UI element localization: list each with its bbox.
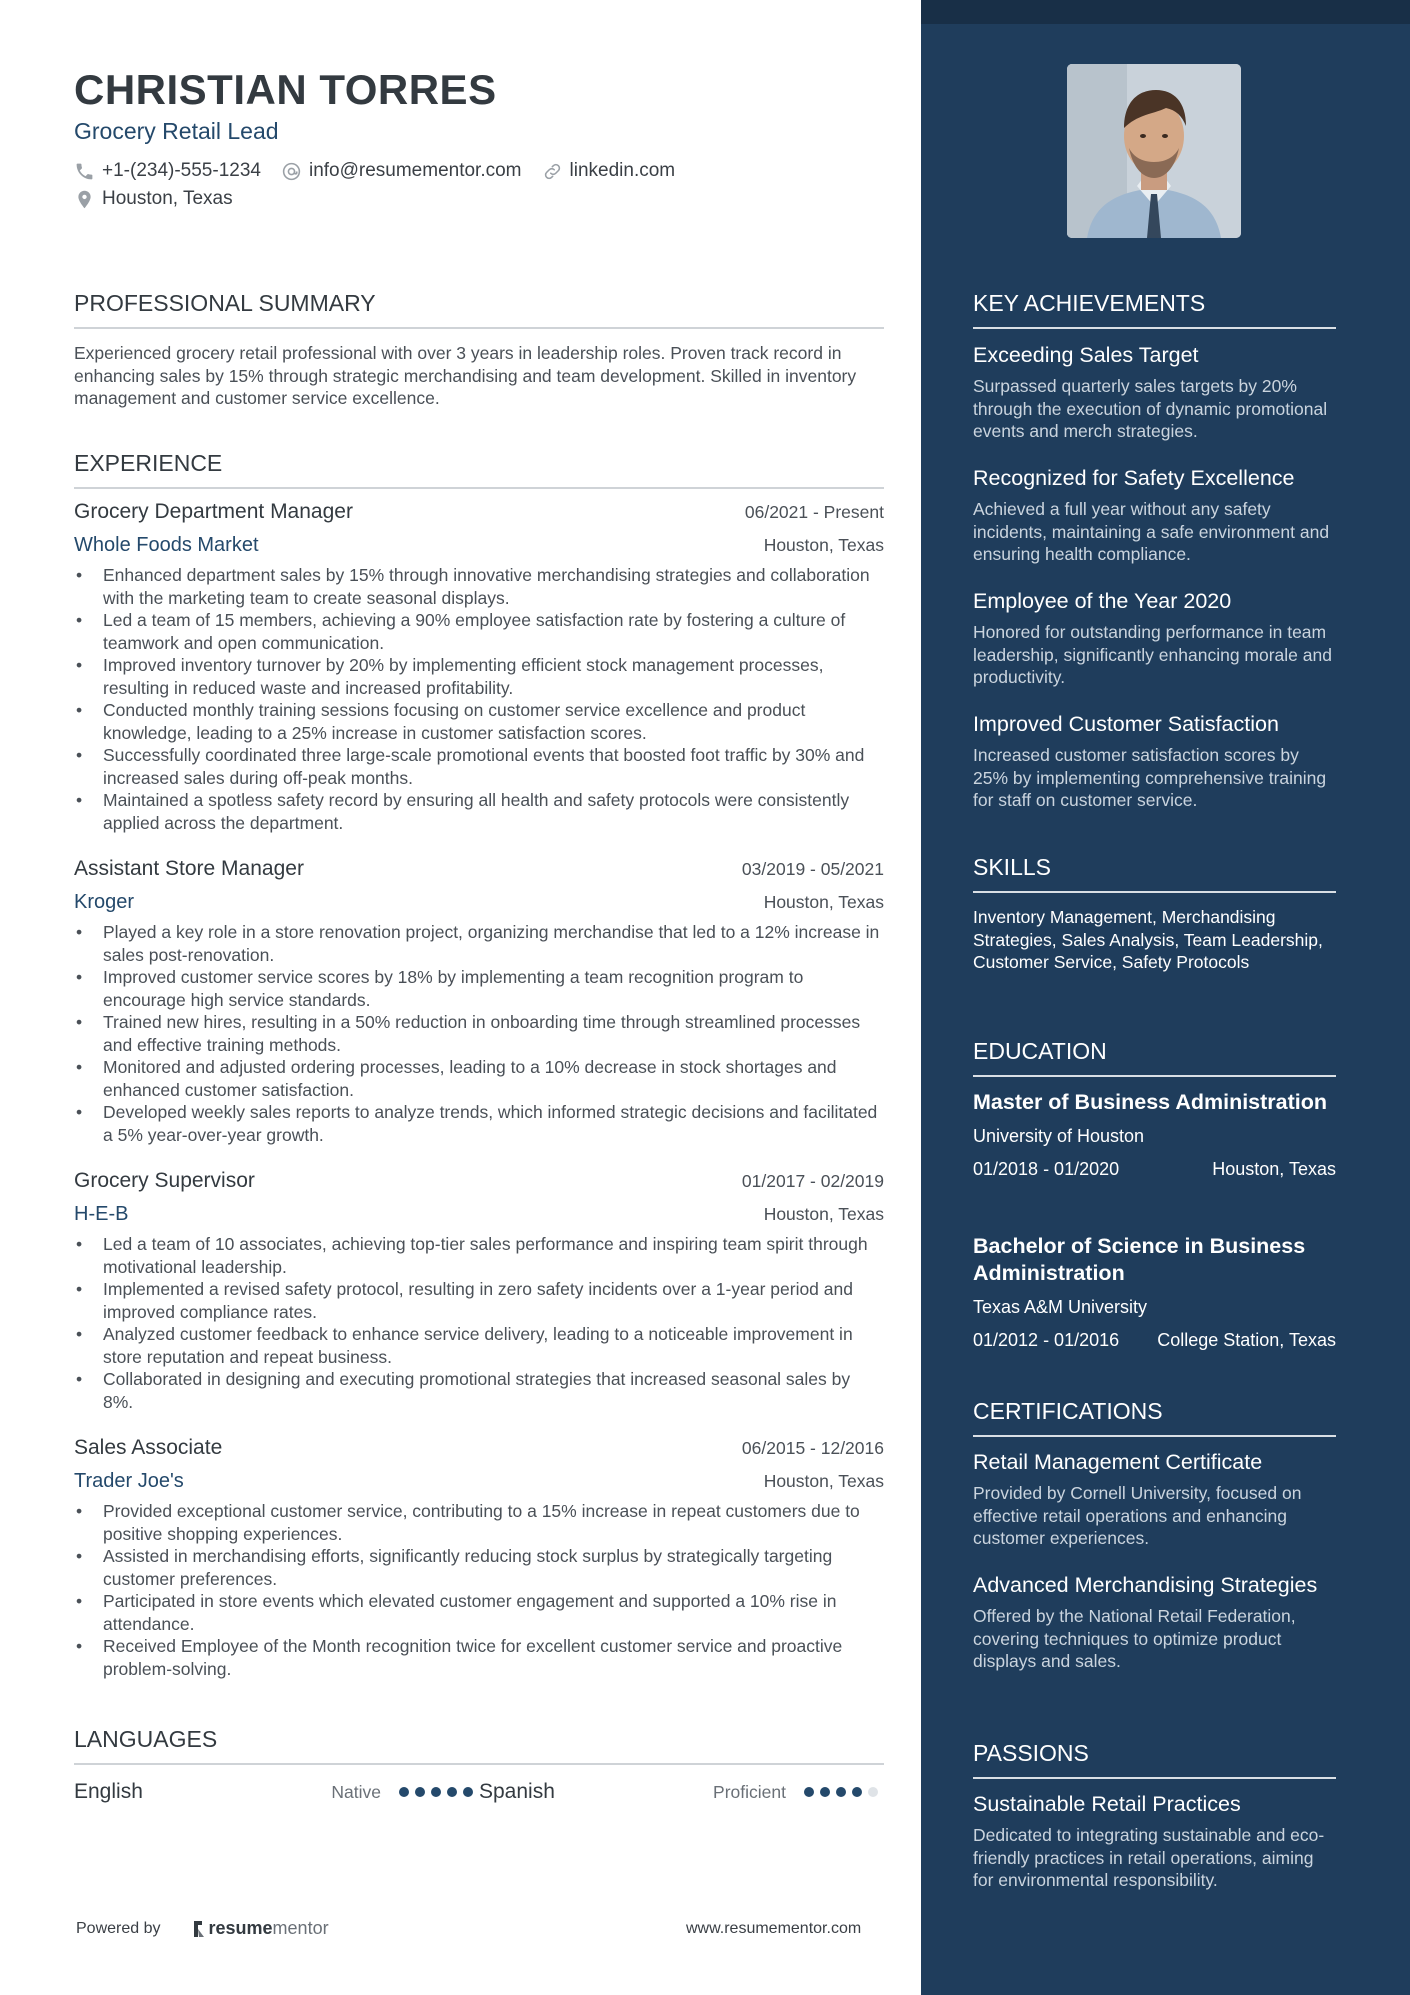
certification-item xyxy=(973,1449,1336,1550)
language-level: Native xyxy=(331,1781,381,1802)
logo-mark-icon xyxy=(191,1920,205,1938)
job-bullet: • Collaborated in designing and executing promotional strategies that increased seasonal sales by 8%. xyxy=(74,1368,884,1413)
education-location: Houston, Texas xyxy=(1212,1159,1336,1179)
language-rating xyxy=(399,1787,479,1797)
passions-heading: PASSIONS xyxy=(973,1740,1336,1779)
job-bullet: • Improved inventory turnover by 20% by implementing efficient stock management processes, resulting in reduced waste and increased profitability. xyxy=(74,654,884,699)
logo-text-bold: resume xyxy=(208,1918,273,1938)
languages-heading: LANGUAGES xyxy=(74,1726,884,1765)
contact-email xyxy=(281,160,522,182)
footer-powered xyxy=(76,1918,329,1939)
language-level: Proficient xyxy=(713,1781,786,1802)
rating-dot-filled xyxy=(804,1787,814,1797)
achievement-title: Improved Customer Satisfaction xyxy=(973,712,1279,736)
profile-photo xyxy=(1067,64,1241,238)
certification-desc: Provided by Cornell University, focused on effective retail operations and enhancing customer experiences. xyxy=(973,1483,1302,1548)
footer-website-link[interactable]: www.resumementor.com xyxy=(686,1920,862,1937)
contact-row xyxy=(74,160,695,182)
resumementor-logo[interactable] xyxy=(191,1918,329,1939)
rating-dot-filled xyxy=(447,1787,457,1797)
job-entry xyxy=(74,857,884,1146)
job-entry xyxy=(74,1169,884,1413)
main-column xyxy=(74,0,884,1995)
job-bullet: • Successfully coordinated three large-scale promotional events that boosted foot traffic by 30% and increased sales during off-peak months. xyxy=(74,744,884,789)
company-name: H-E-B xyxy=(74,1203,129,1225)
education-degree: Master of Business Administration xyxy=(973,1090,1328,1114)
job-title: Grocery Supervisor xyxy=(74,1169,255,1192)
job-bullet: • Implemented a revised safety protocol, resulting in zero safety incidents over a 1-year period and improved compliance rates. xyxy=(74,1278,884,1323)
education-item xyxy=(973,1089,1336,1180)
education-item xyxy=(973,1233,1336,1351)
job-bullet: • Provided exceptional customer service, contributing to a 15% increase in repeat customers due to positive shopping experiences. xyxy=(74,1500,884,1545)
achievement-item xyxy=(973,711,1336,812)
job-bullet: • Monitored and adjusted ordering processes, leading to a 10% decrease in stock shortages and enhanced customer satisfaction. xyxy=(74,1056,884,1101)
link-icon xyxy=(542,161,563,182)
achievement-title: Recognized for Safety Excellence xyxy=(973,466,1295,490)
job-bullets xyxy=(74,921,884,1146)
education-heading: EDUCATION xyxy=(973,1038,1336,1077)
job-location: Houston, Texas xyxy=(763,535,884,555)
achievement-desc: Surpassed quarterly sales targets by 20% through the execution of dynamic promotional events and merch strategies. xyxy=(973,376,1328,441)
achievement-title: Employee of the Year 2020 xyxy=(973,589,1232,613)
summary-text: Experienced grocery retail professional with over 3 years in leadership roles. Proven track record in enhancing sales by 15% through strategic merchandising and team development. Skilled in inventory management and customer service excellence. xyxy=(74,343,857,408)
language-item xyxy=(479,1780,884,1804)
achievement-item xyxy=(973,588,1336,689)
achievement-desc: Increased customer satisfaction scores by 25% by implementing comprehensive training for staff on customer service. xyxy=(973,745,1327,810)
job-bullet: • Led a team of 10 associates, achieving top-tier sales performance and inspiring team spirit through motivational leadership. xyxy=(74,1233,884,1278)
job-location: Houston, Texas xyxy=(763,1471,884,1491)
job-bullet: • Participated in store events which elevated customer engagement and supported a 10% rise in attendance. xyxy=(74,1590,884,1635)
language-name: Spanish xyxy=(479,1780,555,1803)
job-dates: 01/2017 - 02/2019 xyxy=(741,1171,884,1191)
company-name: Trader Joe's xyxy=(74,1470,184,1492)
rating-dot-filled xyxy=(836,1787,846,1797)
job-bullet: • Enhanced department sales by 15% through innovative merchandising strategies and collaboration with the marketing team to create seasonal displays. xyxy=(74,564,884,609)
company-name: Kroger xyxy=(74,891,135,913)
job-bullet: • Assisted in merchandising efforts, significantly reducing stock surplus by strategically targeting customer preferences. xyxy=(74,1545,884,1590)
certification-title: Retail Management Certificate xyxy=(973,1450,1263,1474)
job-title: Sales Associate xyxy=(74,1436,223,1459)
education-school: University of Houston xyxy=(973,1126,1145,1146)
candidate-name: CHRISTIAN TORRES xyxy=(74,66,497,113)
education-dates: 01/2012 - 01/2016 xyxy=(973,1330,1120,1350)
experience-heading: EXPERIENCE xyxy=(74,450,884,489)
rating-dot-empty xyxy=(868,1787,878,1797)
job-bullets xyxy=(74,1500,884,1680)
skills-heading: SKILLS xyxy=(973,854,1336,893)
candidate-role: Grocery Retail Lead xyxy=(74,118,279,144)
job-bullets xyxy=(74,564,884,834)
contact-row-location xyxy=(74,188,253,210)
achievements-heading: KEY ACHIEVEMENTS xyxy=(973,290,1336,329)
job-bullet: • Led a team of 15 members, achieving a 90% employee satisfaction rate by fostering a culture of teamwork and open communication. xyxy=(74,609,884,654)
rating-dot-filled xyxy=(431,1787,441,1797)
summary-heading: PROFESSIONAL SUMMARY xyxy=(74,290,884,329)
achievement-title: Exceeding Sales Target xyxy=(973,343,1199,367)
job-location: Houston, Texas xyxy=(763,1204,884,1224)
achievement-item xyxy=(973,342,1336,443)
certification-item xyxy=(973,1572,1336,1673)
job-dates: 06/2015 - 12/2016 xyxy=(741,1438,884,1458)
education-degree: Bachelor of Science in Business Administration xyxy=(973,1234,1306,1285)
language-name: English xyxy=(74,1780,143,1803)
rating-dot-filled xyxy=(399,1787,409,1797)
company-name: Whole Foods Market xyxy=(74,534,259,556)
job-bullet: • Trained new hires, resulting in a 50% reduction in onboarding time through streamlined processes and effective training methods. xyxy=(74,1011,884,1056)
certification-desc: Offered by the National Retail Federation, covering techniques to optimize product displays and sales. xyxy=(973,1606,1296,1671)
contact-phone xyxy=(74,160,261,182)
language-item xyxy=(74,1780,479,1804)
certifications-heading: CERTIFICATIONS xyxy=(973,1398,1336,1437)
languages-list xyxy=(74,1776,884,1808)
passion-title: Sustainable Retail Practices xyxy=(973,1792,1241,1816)
logo-text-light: mentor xyxy=(272,1918,329,1938)
sidebar xyxy=(921,0,1410,1995)
profile-photo-illustration xyxy=(1067,64,1241,238)
job-bullet: • Conducted monthly training sessions focusing on customer service excellence and product knowledge, leading to a 25% increase in customer satisfaction scores. xyxy=(74,699,884,744)
job-bullet: • Played a key role in a store renovation project, organizing merchandise that led to a 12% increase in sales post-renovation. xyxy=(74,921,884,966)
contact-location xyxy=(74,188,233,210)
language-rating xyxy=(804,1787,884,1797)
job-dates: 06/2021 - Present xyxy=(744,502,884,522)
job-bullet: • Developed weekly sales reports to analyze trends, which informed strategic decisions and facilitated a 5% year-over-year growth. xyxy=(74,1101,884,1146)
rating-dot-filled xyxy=(852,1787,862,1797)
job-title: Grocery Department Manager xyxy=(74,500,353,523)
sidebar-top-band xyxy=(921,0,1410,24)
rating-dot-filled xyxy=(415,1787,425,1797)
achievement-desc: Achieved a full year without any safety incidents, maintaining a safe environment and ensuring health compliance. xyxy=(973,499,1330,564)
at-icon xyxy=(281,161,302,182)
education-location: College Station, Texas xyxy=(1157,1330,1336,1350)
location-text: Houston, Texas xyxy=(102,188,233,209)
certification-title: Advanced Merchandising Strategies xyxy=(973,1573,1318,1597)
job-bullet: • Received Employee of the Month recognition twice for excellent customer service and proactive problem-solving. xyxy=(74,1635,884,1680)
passion-desc: Dedicated to integrating sustainable and eco-friendly practices in retail operations, aiming for environmental responsibility. xyxy=(973,1825,1325,1890)
job-entry xyxy=(74,500,884,834)
job-title: Assistant Store Manager xyxy=(74,857,304,880)
job-location: Houston, Texas xyxy=(763,892,884,912)
phone-icon xyxy=(74,161,95,182)
location-pin-icon xyxy=(74,189,95,210)
rating-dot-filled xyxy=(820,1787,830,1797)
achievement-item xyxy=(973,465,1336,566)
job-bullet: • Analyzed customer feedback to enhance service delivery, leading to a noticeable improvement in store reputation and repeat business. xyxy=(74,1323,884,1368)
job-bullets xyxy=(74,1233,884,1413)
passion-item xyxy=(973,1791,1336,1892)
rating-dot-filled xyxy=(463,1787,473,1797)
job-bullet: • Maintained a spotless safety record by ensuring all health and safety protocols were consistently applied across the department. xyxy=(74,789,884,834)
achievement-desc: Honored for outstanding performance in team leadership, significantly enhancing morale and productivity. xyxy=(973,622,1332,687)
job-bullet: • Improved customer service scores by 18% by implementing a team recognition program to encourage high service standards. xyxy=(74,966,884,1011)
job-dates: 03/2019 - 05/2021 xyxy=(741,859,884,879)
linkedin-text: linkedin.com xyxy=(569,160,676,181)
skills-text: Inventory Management, Merchandising Strategies, Sales Analysis, Team Leadership, Customer Service, Safety Protocols xyxy=(973,907,1323,972)
education-dates: 01/2018 - 01/2020 xyxy=(973,1159,1120,1179)
education-school: Texas A&M University xyxy=(973,1297,1148,1317)
job-entry xyxy=(74,1436,884,1680)
powered-by-text: Powered by xyxy=(76,1919,161,1937)
contact-linkedin xyxy=(542,160,676,182)
phone-text: +1-(234)-555-1234 xyxy=(102,160,261,181)
email-text: info@resumementor.com xyxy=(308,160,522,181)
